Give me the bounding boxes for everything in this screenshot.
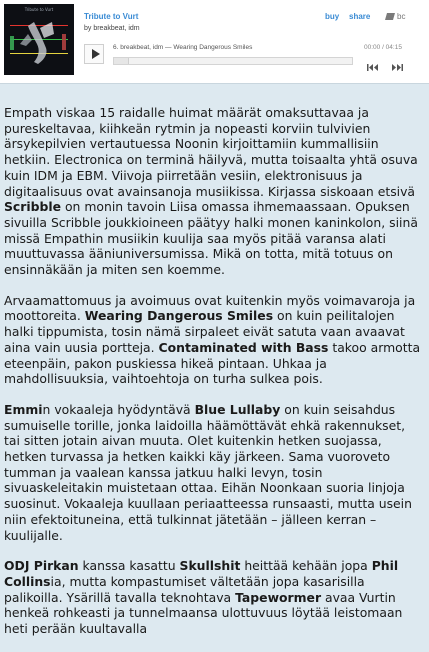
track-time: 00:00 / 04:15 — [364, 44, 402, 51]
p4-b1: ODJ Pirkan — [4, 558, 79, 574]
paragraph-1 — [4, 105, 424, 278]
bandcamp-logo-text: bc — [397, 12, 406, 21]
cover-figure — [4, 4, 74, 75]
p2-c: on kuin peilitalojen halki tippumista, tosin nämä sirpaleet eivät satuta vaan avaavat aina vain uusia portteja. — [4, 308, 405, 355]
p1-text: Empath viskaa 15 raidalle huimat määrät omaksuttavaa ja pureskeltavaa, kiihkeän rytmin ja nopeasti korviin tulvivien ärsykepilvien vertautuessa Noonin kirjoittamiin kummallisiin hetkiin. Electronica on terminä häilyvä, mutta toisaalta yhtä osuva kuin IDM ja EBM. Viivoja piirretään vesiin, elektronisuus ja digitaalisuus ovat avainsanoja musiikissa. Kirjassa siskoaan etsivä — [4, 105, 418, 199]
p2-b2: Contaminated with Bass — [158, 339, 329, 355]
album-cover[interactable] — [4, 4, 74, 75]
p4-d: ia, mutta kompastumiset vältetään jopa kasarisilla palikoilla. Ysärillä tavalla teknohtava — [4, 573, 365, 605]
p4-b2: Skullshit — [179, 558, 241, 574]
p1-bold: Scribble — [4, 199, 62, 215]
progress-bar[interactable] — [113, 57, 353, 65]
p4-a: kanssa kasattu — [78, 558, 180, 574]
bandcamp-logo-icon — [385, 13, 395, 20]
p1-rest: on monin tavoin Liisa omassa ihmemaassaan. Opuksen sivuilla Scribble joukkioineen päätyy halki monen kaninkolon, siinä missä Empathin musiikin kuulija saa myös pitää varansa alati muuttuvassa ääniuniversumissa. Mikä on totta, mitä totuus on ensinnäkään ja miten sen koemme. — [4, 199, 418, 278]
next-track-button[interactable] — [390, 57, 404, 66]
previous-track-button[interactable] — [366, 57, 380, 66]
paragraph-2 — [4, 293, 424, 387]
cover-title: Tribute to Vurt — [24, 7, 54, 12]
paragraph-4 — [4, 558, 424, 637]
p2-a: Arvaamattomuus ja avoimuus ovat kuitenkin myös voimavaroja ja moottoreita. — [4, 292, 416, 324]
bandcamp-player — [0, 0, 429, 84]
p2-d: takoo armotta eteenpäin, pakon puskiessa hikeä pintaan. Uhkaa ja mahdollisuuksia, vaihtoehtoja on turha sulkea pois. — [4, 339, 421, 387]
p4-b3: Phil Collins — [4, 558, 399, 589]
p3-a: n vokaaleja hyödyntävä — [42, 401, 195, 417]
previous-icon — [366, 63, 380, 72]
p4-c: heittää kehään jopa — [240, 558, 372, 574]
share-link[interactable]: share — [349, 12, 371, 21]
p4-e: avaa Vurtin henkeä rohkeasti ja tunnelmaansa ulottuvuus löytää leistomaan heti perään kuultavalla — [4, 589, 403, 637]
play-button[interactable] — [84, 44, 104, 64]
p2-b1: Wearing Dangerous Smiles — [84, 308, 274, 324]
p3-b1: Emmi — [4, 401, 43, 417]
album-title[interactable]: Tribute to Vurt — [84, 12, 139, 21]
p4-b4: Tapewormer — [235, 589, 322, 605]
buy-link[interactable]: buy — [325, 12, 340, 21]
p3-b2: Blue Lullaby — [194, 401, 281, 417]
paragraph-3 — [4, 402, 424, 543]
current-track: 6. breakbeat, idm — Wearing Dangerous Smiles — [113, 44, 253, 51]
next-icon — [390, 63, 404, 72]
album-artist[interactable]: by breakbeat, idm — [84, 25, 140, 32]
p3-c: on kuin seisahdus sumuiselle torille, jonka laidoilla häämöttävät ehkä rakennukset, tai sitten jotain aivan muuta. Olet kuitenkin hetken suojassa, hetken turvassa ja hetken kaikki käy järkeen. Sama vuoroveto tumman ja vaalean kanssa jatkuu halki levyn, tosin sivuaskeleitakin muistetaan ottaa. Eihän Noonkaan suoria linjoja suosinut. Vokaaleja kuullaan periaatteessa runsaasti, mutta usein niin efektoituneina, että tulkinnat jätetään – jälleen kerran – kuulijalle. — [4, 401, 412, 543]
review-article — [4, 105, 424, 652]
progress-thumb[interactable] — [114, 58, 129, 64]
